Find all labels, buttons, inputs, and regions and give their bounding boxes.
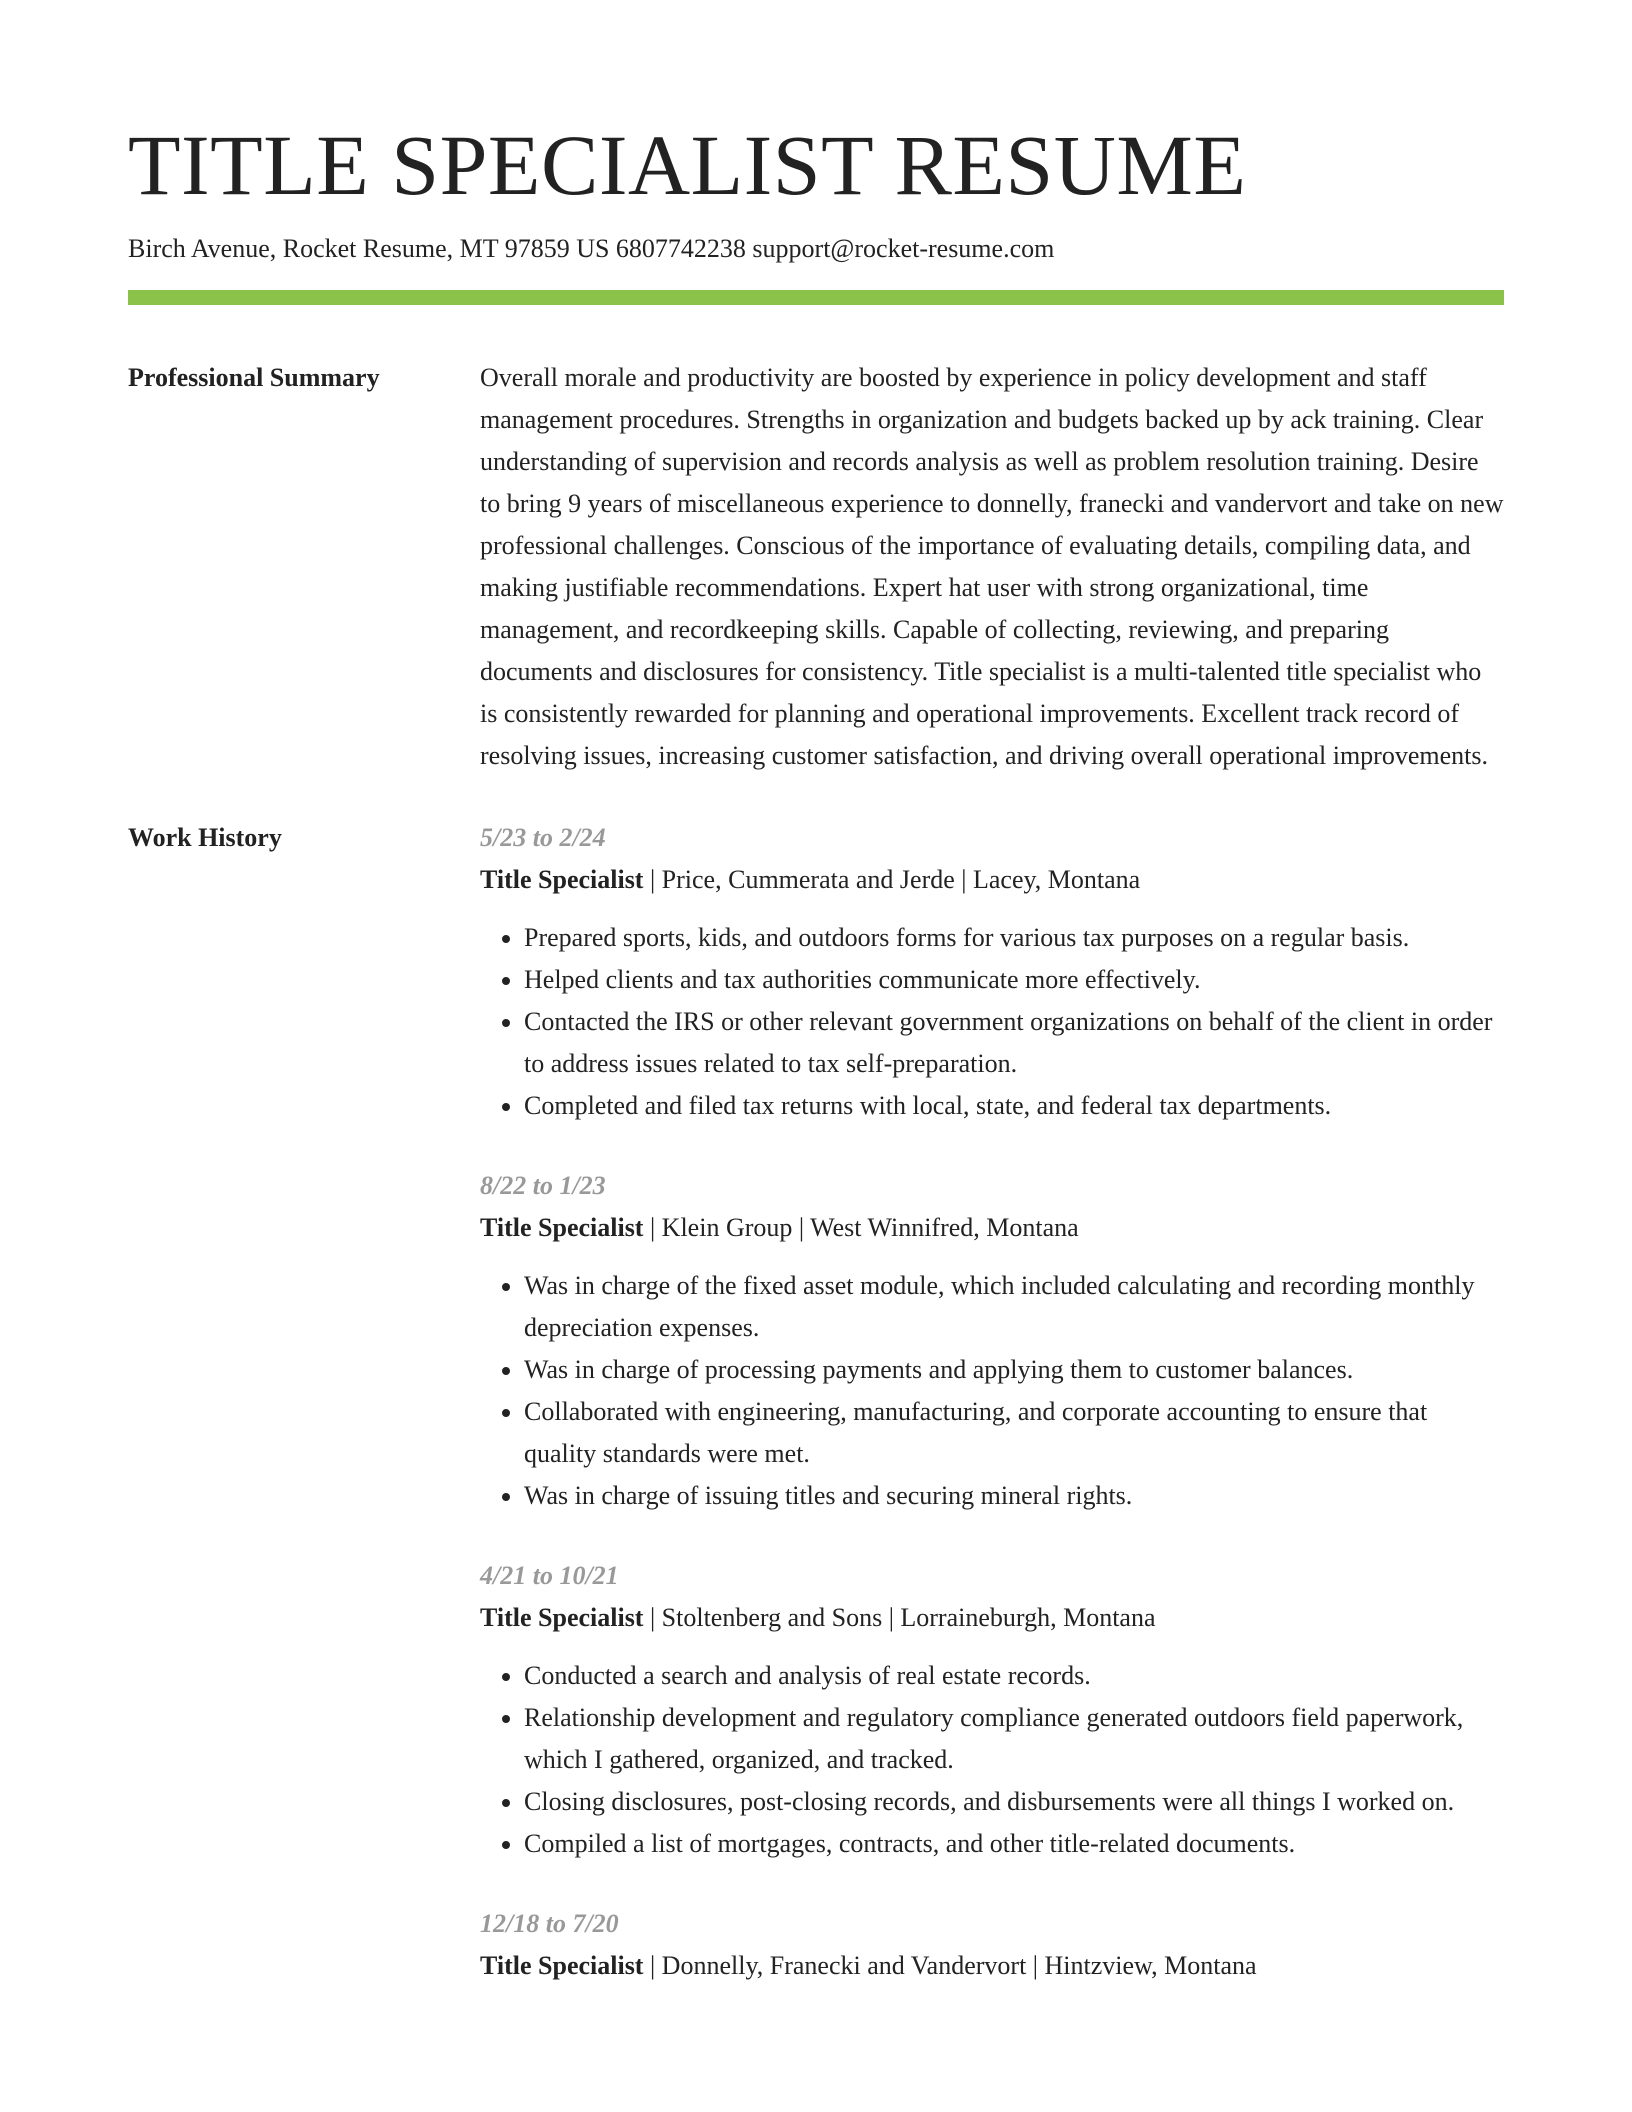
job-heading bbox=[480, 859, 1504, 901]
job-bullet: • Conducted a search and analysis of real estate records. bbox=[524, 1655, 1504, 1697]
job-bullet: • Contacted the IRS or other relevant government organizations on behalf of the client in order to address issues related to tax self-preparation. bbox=[524, 1001, 1504, 1085]
work-history-body bbox=[480, 817, 1504, 1987]
job-title: Title Specialist bbox=[480, 1950, 644, 1980]
summary-body bbox=[480, 357, 1504, 777]
job-dates: 8/22 to 1/23 bbox=[480, 1170, 606, 1200]
job-bullet-list bbox=[480, 1655, 1504, 1865]
resume-title: TITLE SPECIALIST RESUME bbox=[128, 117, 1247, 213]
job-entry bbox=[480, 1903, 1504, 1987]
work-history-section bbox=[128, 817, 1504, 1987]
job-entry bbox=[480, 817, 1504, 1127]
contact-info: Birch Avenue, Rocket Resume, MT 97859 US 6807742238 support@rocket-resume.com bbox=[128, 233, 1055, 263]
job-entry bbox=[480, 1165, 1504, 1517]
job-bullet: • Compiled a list of mortgages, contracts, and other title-related documents. bbox=[524, 1823, 1504, 1865]
job-title: Title Specialist bbox=[480, 1602, 644, 1632]
job-entry bbox=[480, 1555, 1504, 1865]
job-dates: 4/21 to 10/21 bbox=[480, 1560, 619, 1590]
job-bullet: • Completed and filed tax returns with local, state, and federal tax departments. bbox=[524, 1085, 1504, 1127]
job-bullet: • Was in charge of the fixed asset module, which included calculating and recording monthly depreciation expenses. bbox=[524, 1265, 1504, 1349]
job-dates: 12/18 to 7/20 bbox=[480, 1908, 619, 1938]
job-bullet: • Was in charge of issuing titles and securing mineral rights. bbox=[524, 1475, 1504, 1517]
job-employer-location: | Price, Cummerata and Jerde | Lacey, Montana bbox=[643, 864, 1141, 894]
job-bullet: • Was in charge of processing payments and applying them to customer balances. bbox=[524, 1349, 1504, 1391]
job-bullet: • Prepared sports, kids, and outdoors forms for various tax purposes on a regular basis. bbox=[524, 917, 1504, 959]
job-bullet: • Closing disclosures, post-closing records, and disbursements were all things I worked on. bbox=[524, 1781, 1504, 1823]
work-history-heading: Work History bbox=[128, 822, 282, 852]
accent-divider bbox=[128, 290, 1504, 305]
job-bullet: • Helped clients and tax authorities communicate more effectively. bbox=[524, 959, 1504, 1001]
job-bullet: • Relationship development and regulatory compliance generated outdoors field paperwork, which I gathered, organized, and tracked. bbox=[524, 1697, 1504, 1781]
summary-section bbox=[128, 357, 1504, 777]
summary-text: Overall morale and productivity are boosted by experience in policy development and staff management procedures. Strengths in organization and budgets backed up by ack training. Clear understanding of supervision and records analysis as well as problem resolution training. Desire to bring 9 years of miscellaneous experience to donnelly, franecki and vandervort and take on new professional challenges. Conscious of the importance of evaluating details, compiling data, and making justifiable recommendations. Expert hat user with strong organizational, time management, and recordkeeping skills. Capable of collecting, reviewing, and preparing documents and disclosures for consistency. Title specialist is a multi-talented title specialist who is consistently rewarded for planning and operational improvements. Excellent track record of resolving issues, increasing customer satisfaction, and driving overall operational improvements. bbox=[480, 362, 1504, 770]
resume-page bbox=[128, 0, 1504, 1987]
job-bullet-list bbox=[480, 1265, 1504, 1517]
job-dates: 5/23 to 2/24 bbox=[480, 822, 606, 852]
job-bullet: • Collaborated with engineering, manufacturing, and corporate accounting to ensure that quality standards were met. bbox=[524, 1391, 1504, 1475]
job-heading bbox=[480, 1945, 1504, 1987]
job-employer-location: | Klein Group | West Winnifred, Montana bbox=[643, 1212, 1079, 1242]
job-title: Title Specialist bbox=[480, 864, 644, 894]
job-employer-location: | Stoltenberg and Sons | Lorraineburgh, Montana bbox=[643, 1602, 1156, 1632]
summary-heading: Professional Summary bbox=[128, 362, 380, 392]
job-heading bbox=[480, 1597, 1504, 1639]
job-bullet-list bbox=[480, 917, 1504, 1127]
job-employer-location: | Donnelly, Franecki and Vandervort | Hintzview, Montana bbox=[643, 1950, 1257, 1980]
job-heading bbox=[480, 1207, 1504, 1249]
job-title: Title Specialist bbox=[480, 1212, 644, 1242]
